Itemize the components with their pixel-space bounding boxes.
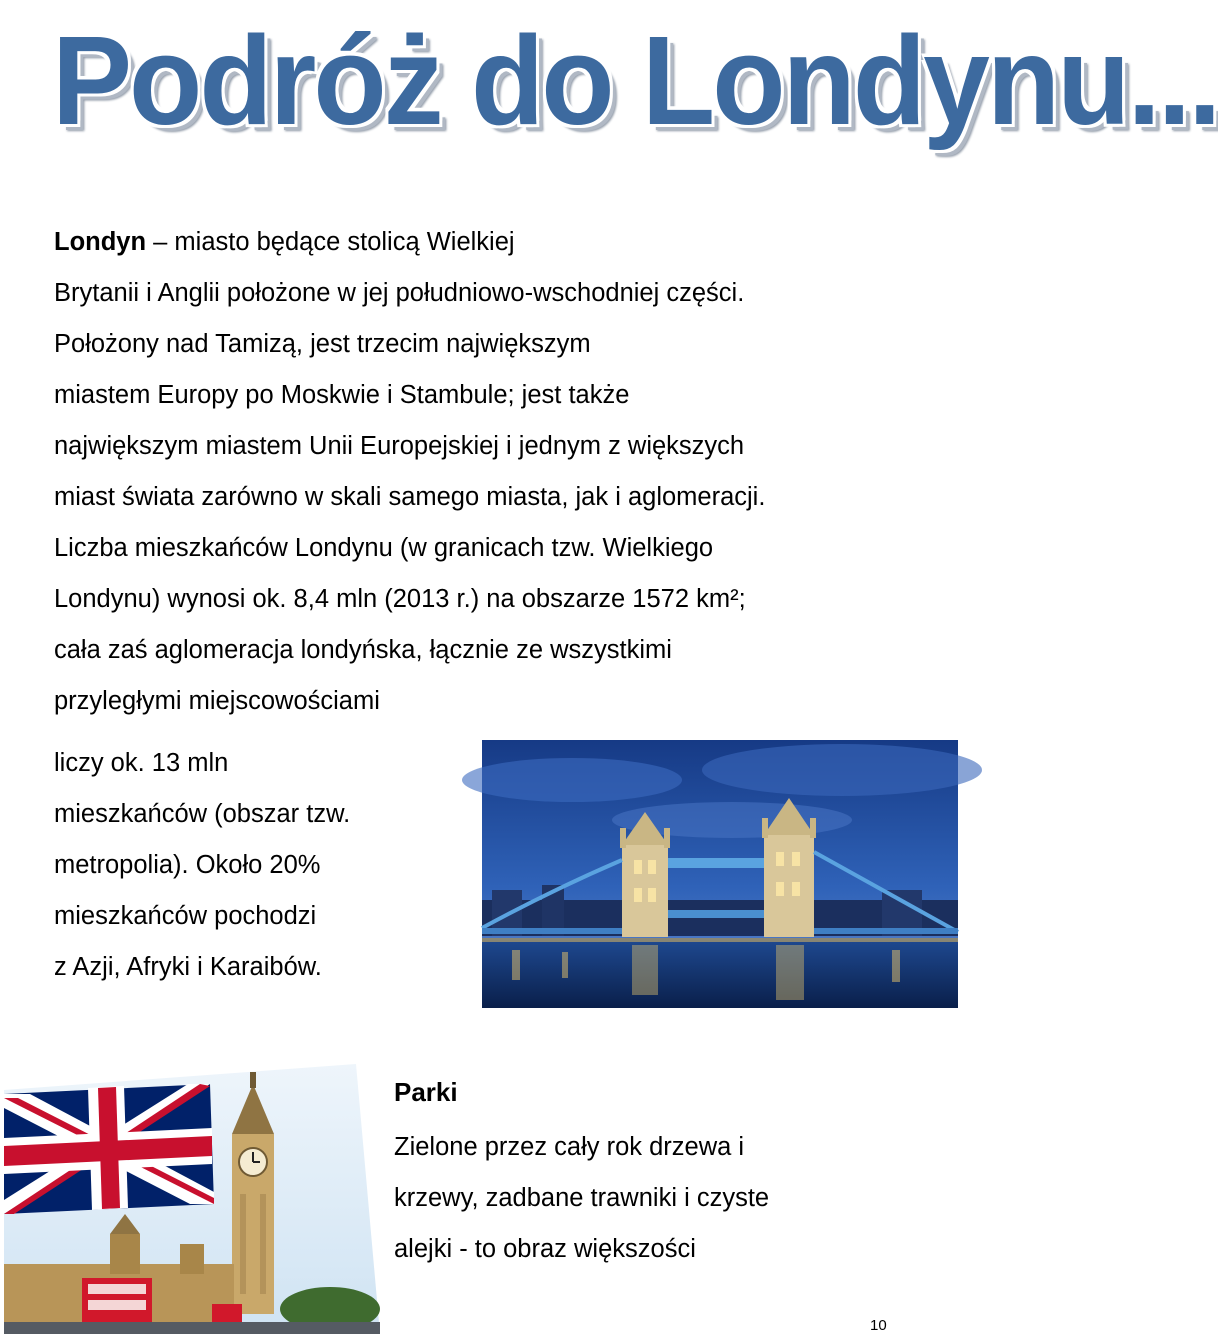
intro-line: największym miastem Unii Europejskiej i jednym z większych — [54, 432, 745, 460]
population-line: mieszkańców pochodzi — [54, 902, 317, 930]
intro-line: miast świata zarówno w skali samego miasta, jak i aglomeracji. — [54, 483, 766, 511]
intro-line: Liczba mieszkańców Londynu (w granicach tzw. Wielkiego — [54, 534, 714, 562]
intro-line: Londynu) wynosi ok. 8,4 mln (2013 r.) na obszarze 1572 km²; — [54, 585, 746, 613]
intro-line — [54, 217, 934, 268]
intro-line: miastem Europy po Moskwie i Stambule; jest także — [54, 381, 630, 409]
intro-line-text: – miasto będące stolicą Wielkiej — [146, 228, 515, 256]
intro-line: Położony nad Tamizą, jest trzecim największym — [54, 330, 591, 358]
tower-bridge-photo — [482, 740, 958, 1008]
population-line: liczy ok. 13 mln — [54, 749, 229, 777]
parks-paragraph — [394, 1122, 934, 1275]
parks-line: Zielone przez cały rok drzewa i — [394, 1133, 745, 1161]
intro-term: Londyn — [54, 228, 147, 256]
page-title: Podróż do Londynu... — [52, 10, 1218, 152]
parks-heading: Parki — [394, 1077, 458, 1107]
intro-line: Brytanii i Anglii położone w jej południowo-wschodniej części. — [54, 279, 745, 307]
parks-line: krzewy, zadbane trawniki i czyste — [394, 1184, 770, 1212]
population-line: mieszkańców (obszar tzw. — [54, 800, 351, 828]
intro-line: cała zaś aglomeracja londyńska, łącznie ze wszystkimi — [54, 636, 672, 664]
intro-paragraph — [54, 217, 934, 727]
population-line: metropolia). Około 20% — [54, 851, 321, 879]
population-line: z Azji, Afryki i Karaibów. — [54, 953, 322, 981]
union-jack-big-ben-photo — [0, 1064, 382, 1334]
parks-line: alejki - to obraz większości — [394, 1235, 696, 1263]
intro-line: przyległymi miejscowościami — [54, 687, 380, 715]
population-paragraph — [54, 738, 474, 993]
page-number: 10 — [870, 1317, 887, 1334]
